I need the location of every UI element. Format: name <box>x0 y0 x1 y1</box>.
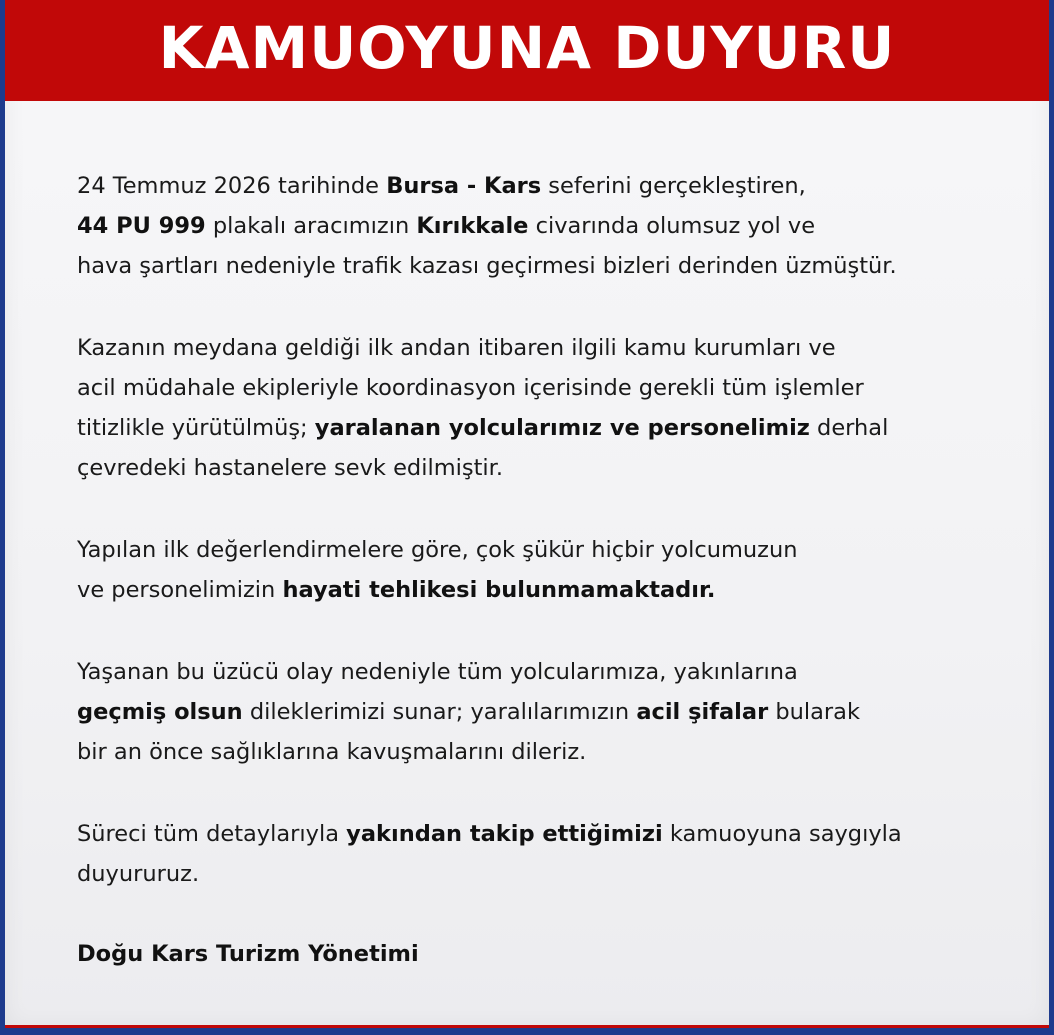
paragraph <box>77 814 997 894</box>
text-line <box>77 692 997 732</box>
title-banner <box>5 0 1049 101</box>
text-line <box>77 570 997 610</box>
bold-text: yakından takip ettiğimizi <box>346 821 663 847</box>
text-line <box>77 652 997 692</box>
text-segment: civarında olumsuz yol ve <box>528 213 816 239</box>
text-segment: bir an önce sağlıklarına kavuşmalarını dileriz. <box>77 739 587 765</box>
bold-text: Bursa - Kars <box>386 173 542 199</box>
text-line <box>77 448 997 488</box>
text-line <box>77 368 997 408</box>
text-segment: çevredeki hastanelere sevk edilmiştir. <box>77 455 504 481</box>
bold-text: geçmiş olsun <box>77 699 243 725</box>
text-segment: Süreci tüm detaylarıyla <box>77 821 347 847</box>
text-line <box>77 408 997 448</box>
text-segment: seferini gerçekleştiren, <box>541 173 806 199</box>
bold-text: hayati tehlikesi bulunmamaktadır. <box>282 577 716 603</box>
text-segment: plakalı aracımızın <box>205 213 417 239</box>
bottom-accent-line <box>5 1025 1049 1028</box>
text-line <box>77 206 997 246</box>
text-line <box>77 166 997 206</box>
text-line <box>77 854 997 894</box>
text-segment: bularak <box>768 699 860 725</box>
text-line <box>77 814 997 854</box>
text-segment: ve personelimizin <box>77 577 283 603</box>
text-segment: duyururuz. <box>77 861 200 887</box>
page-title: KAMUOYUNA DUYURU <box>158 13 896 82</box>
text-line <box>77 732 997 772</box>
text-segment: Yaşanan bu üzücü olay nedeniyle tüm yolcularımıza, yakınlarına <box>77 659 798 685</box>
text-line <box>77 328 997 368</box>
text-line <box>77 246 997 286</box>
bold-text: yaralanan yolcularımız ve personelimiz <box>314 415 810 441</box>
paragraph-list <box>77 166 997 894</box>
text-segment: titizlikle yürütülmüş; <box>77 415 315 441</box>
text-line <box>77 530 997 570</box>
bold-text: 44 PU 999 <box>77 213 206 239</box>
text-segment: hava şartları nedeniyle trafik kazası geçirmesi bizleri derinden üzmüştür. <box>77 253 897 279</box>
paragraph <box>77 530 997 610</box>
bold-text: acil şifalar <box>636 699 769 725</box>
text-segment: Yapılan ilk değerlendirmelere göre, çok şükür hiçbir yolcumuzun <box>77 537 798 563</box>
paragraph <box>77 166 997 286</box>
text-segment: kamuoyuna saygıyla <box>662 821 902 847</box>
signature: Doğu Kars Turizm Yönetimi <box>77 941 419 967</box>
text-segment: dileklerimizi sunar; yaralılarımızın <box>242 699 637 725</box>
paragraph <box>77 328 997 488</box>
text-segment: acil müdahale ekipleriyle koordinasyon içerisinde gerekli tüm işlemler <box>77 375 864 401</box>
text-segment: derhal <box>809 415 889 441</box>
announcement-card <box>5 0 1049 1028</box>
text-segment: 24 Temmuz 2026 tarihinde <box>77 173 387 199</box>
text-segment: Kazanın meydana geldiği ilk andan itibaren ilgili kamu kurumları ve <box>77 335 836 361</box>
announcement-body <box>77 166 997 974</box>
bold-text: Kırıkkale <box>416 213 529 239</box>
paragraph <box>77 652 997 772</box>
